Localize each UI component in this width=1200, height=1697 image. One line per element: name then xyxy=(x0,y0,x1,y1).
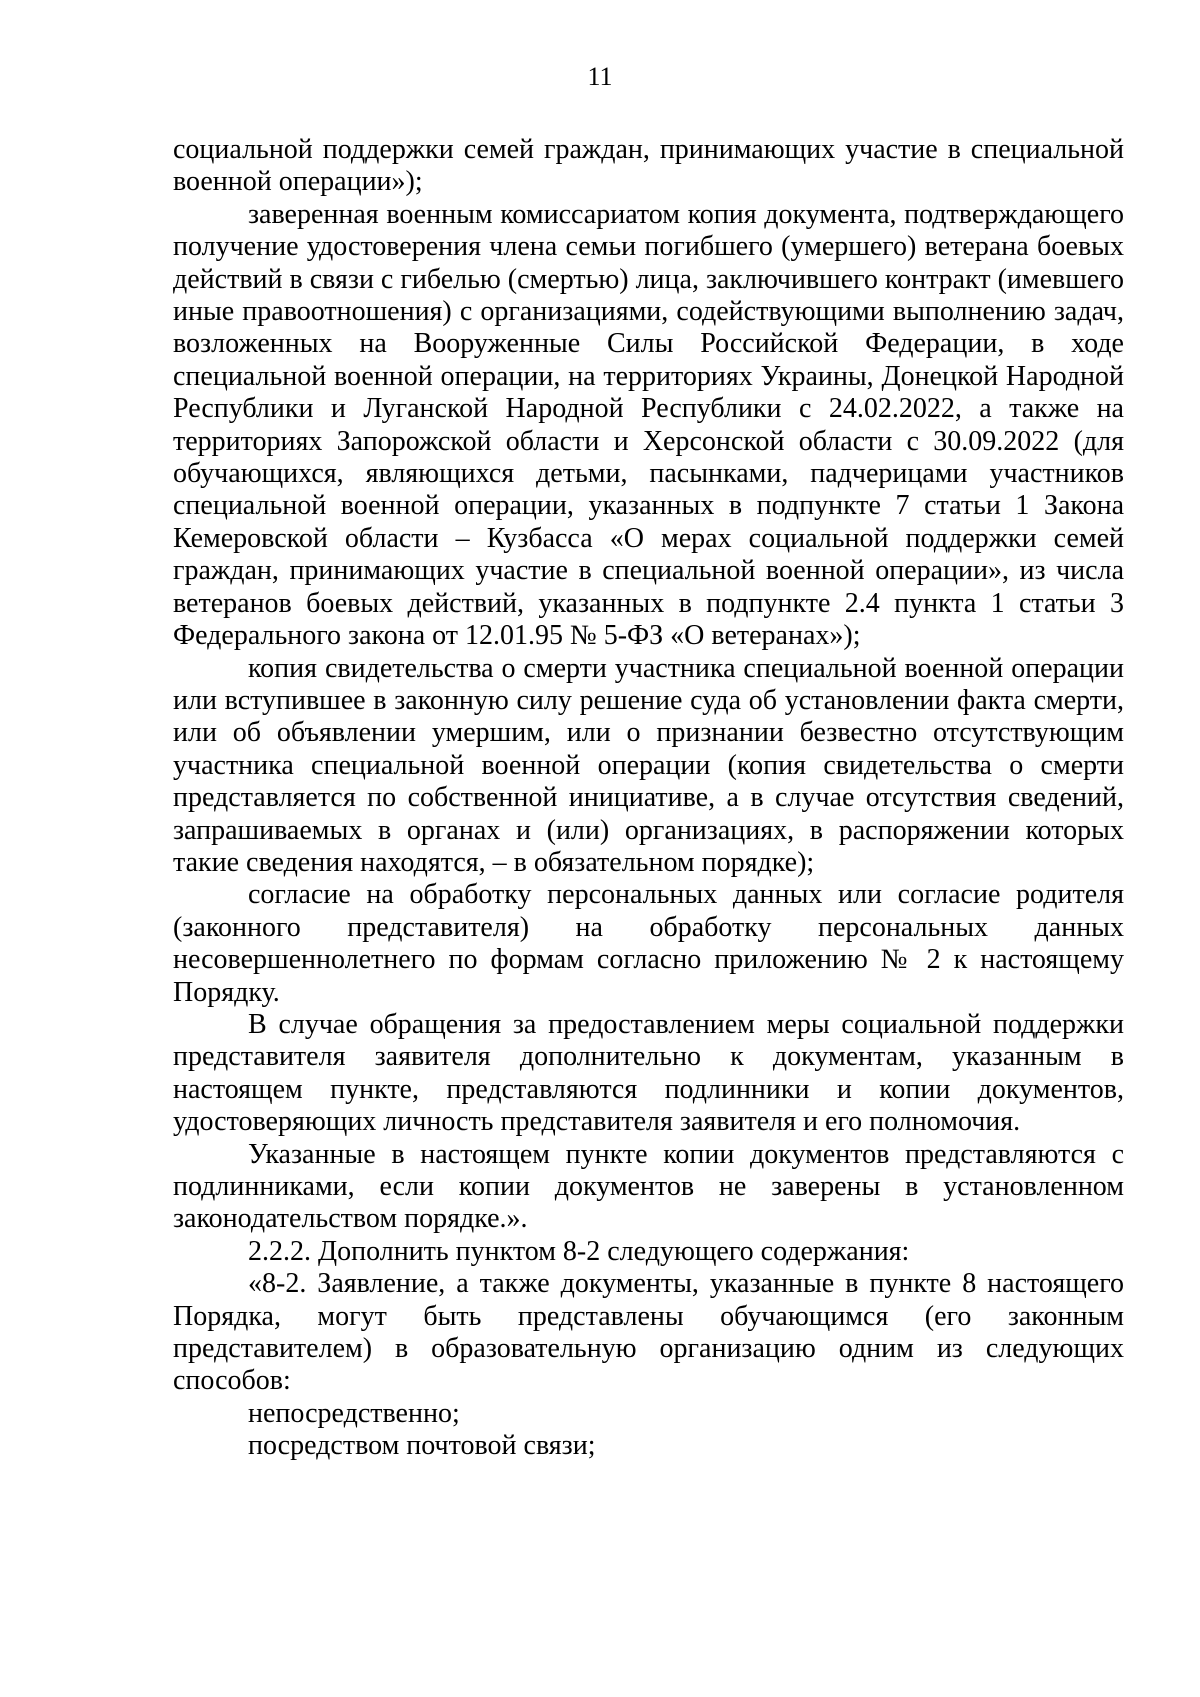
paragraph: копия свидетельства о смерти участника специальной военной операции или вступившее в законную силу решение суда об установлении факта смерти, или об объявлении умершим, или о признании безвестно отсутствующим участника специальной военной операции (копия свидетельства о смерти представляется по собственной инициативе, а в случае отсутствия сведений, запрашиваемых в органах и (или) организациях, в распоряжении которых такие сведения находятся, – в обязательном порядке); xyxy=(173,652,1124,878)
paragraph: 2.2.2. Дополнить пунктом 8-2 следующего содержания: xyxy=(248,1235,910,1267)
paragraph: непосредственно; xyxy=(248,1397,460,1429)
paragraph: согласие на обработку персональных данных или согласие родителя (законного представителя) на обработку персональных данных несовершеннолетнего по формам согласно приложению № 2 к настоящему Порядку. xyxy=(173,879,1124,1008)
paragraph: социальной поддержки семей граждан, принимающих участие в специальной военной операции»); xyxy=(173,134,1124,198)
page-number: 11 xyxy=(587,62,613,91)
paragraph: Указанные в настоящем пункте копии документов представляются с подлинниками, если копии документов не заверены в установленном законодательством порядке.». xyxy=(173,1138,1124,1235)
paragraph: посредством почтовой связи; xyxy=(248,1430,596,1462)
paragraph: «8-2. Заявление, а также документы, указанные в пункте 8 настоящего Порядка, могут быть представлены обучающимся (его законным представителем) в образовательную организацию одним из следующих способов: xyxy=(173,1268,1124,1397)
document-body xyxy=(173,134,1124,1463)
paragraph: В случае обращения за предоставлением меры социальной поддержки представителя заявителя дополнительно к документам, указанным в настоящем пункте, представляются подлинники и копии документов, удостоверяющих личность представителя заявителя и его полномочия. xyxy=(173,1008,1124,1138)
paragraph: заверенная военным комиссариатом копия документа, подтверждающего получение удостоверения члена семьи погибшего (умершего) ветерана боевых действий в связи с гибелью (смертью) лица, заключившего контракт (имевшего иные правоотношения) с организациями, содействующими выполнению задач, возложенных на Вооруженные Силы Российской Федерации, в ходе специальной военной операции, на территориях Украины, Донецкой Народной Республики и Луганской Народной Республики с 24.02.2022, а также на территориях Запорожской области и Херсонской области с 30.09.2022 (для обучающихся, являющихся детьми, пасынками, падчерицами участников специальной военной операции, указанных в подпункте 7 статьи 1 Закона Кемеровской области – Кузбасса «О мерах социальной поддержки семей граждан, принимающих участие в специальной военной операции», из числа ветеранов боевых действий, указанных в подпункте 2.4 пункта 1 статьи 3 Федерального закона от 12.01.95 № 5-ФЗ «О ветеранах»); xyxy=(173,198,1125,652)
